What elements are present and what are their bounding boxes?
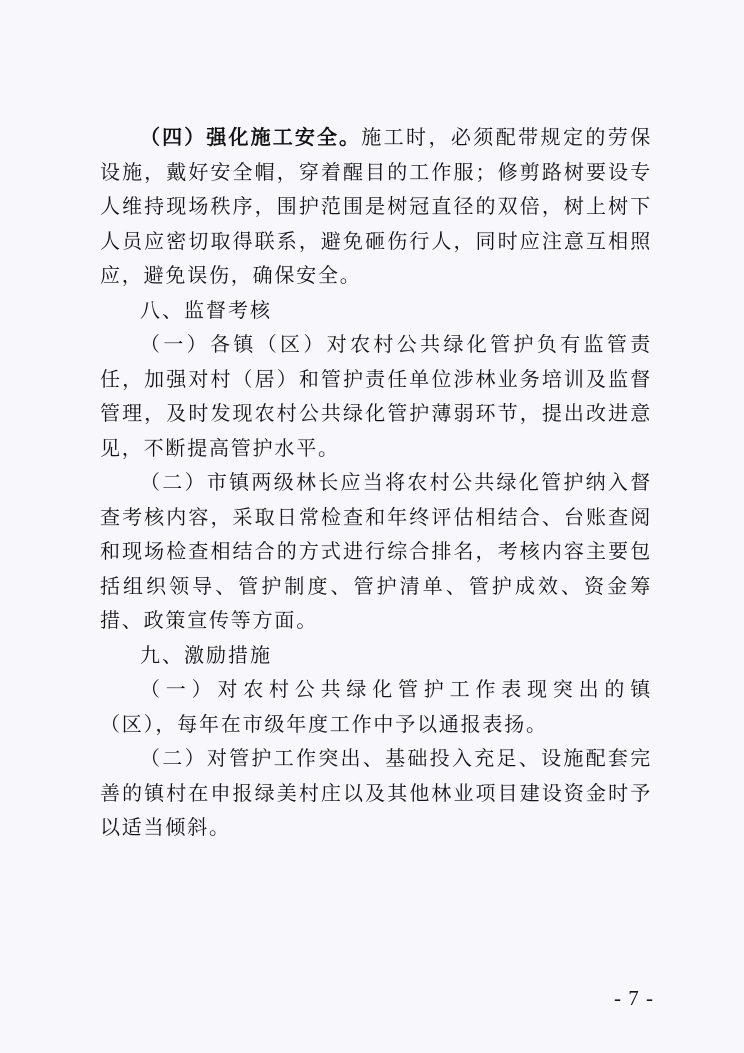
section-4-body: 施工时，必须配带规定的劳保设施，戴好安全帽，穿着醒目的工作服；修剪路树要设专人维持现场秩序，围护范围是树冠直径的双倍，树上树下人员应密切取得联系，避免砸伤行人，同时应注意互相照应，避免误伤，确保安全。 <box>100 125 653 287</box>
heading-incentive-measures: 九、激励措施 <box>140 642 272 667</box>
paragraph-section-4 <box>100 120 652 293</box>
page-number: - 7 - <box>614 986 654 1010</box>
document-body <box>100 120 652 845</box>
paragraph-9-1: （一）对农村公共绿化管护工作表现突出的镇（区），每年在市级年度工作中予以通报表扬。 <box>100 677 652 736</box>
section-4-lead: （四）强化施工安全。 <box>140 125 362 149</box>
paragraph-8-1: （一）各镇（区）对农村公共绿化管护负有监管责任，加强对村（居）和管护责任单位涉林业务培训及监督管理，及时发现农村公共绿化管护薄弱环节，提出改进意见，不断提高管护水平。 <box>100 332 652 460</box>
paragraph-9-2: （二）对管护工作突出、基础投入充足、设施配套完善的镇村在申报绿美村庄以及其他林业项目建设资金时予以适当倾斜。 <box>100 746 652 839</box>
paragraph-8-2: （二）市镇两级林长应当将农村公共绿化管护纳入督查考核内容，采取日常检查和年终评估相结合、台账查阅和现场检查相结合的方式进行综合排名，考核内容主要包括组织领导、管护制度、管护清单、管护成效、资金筹措、政策宣传等方面。 <box>100 470 652 632</box>
heading-supervision-assessment: 八、监督考核 <box>140 297 272 322</box>
